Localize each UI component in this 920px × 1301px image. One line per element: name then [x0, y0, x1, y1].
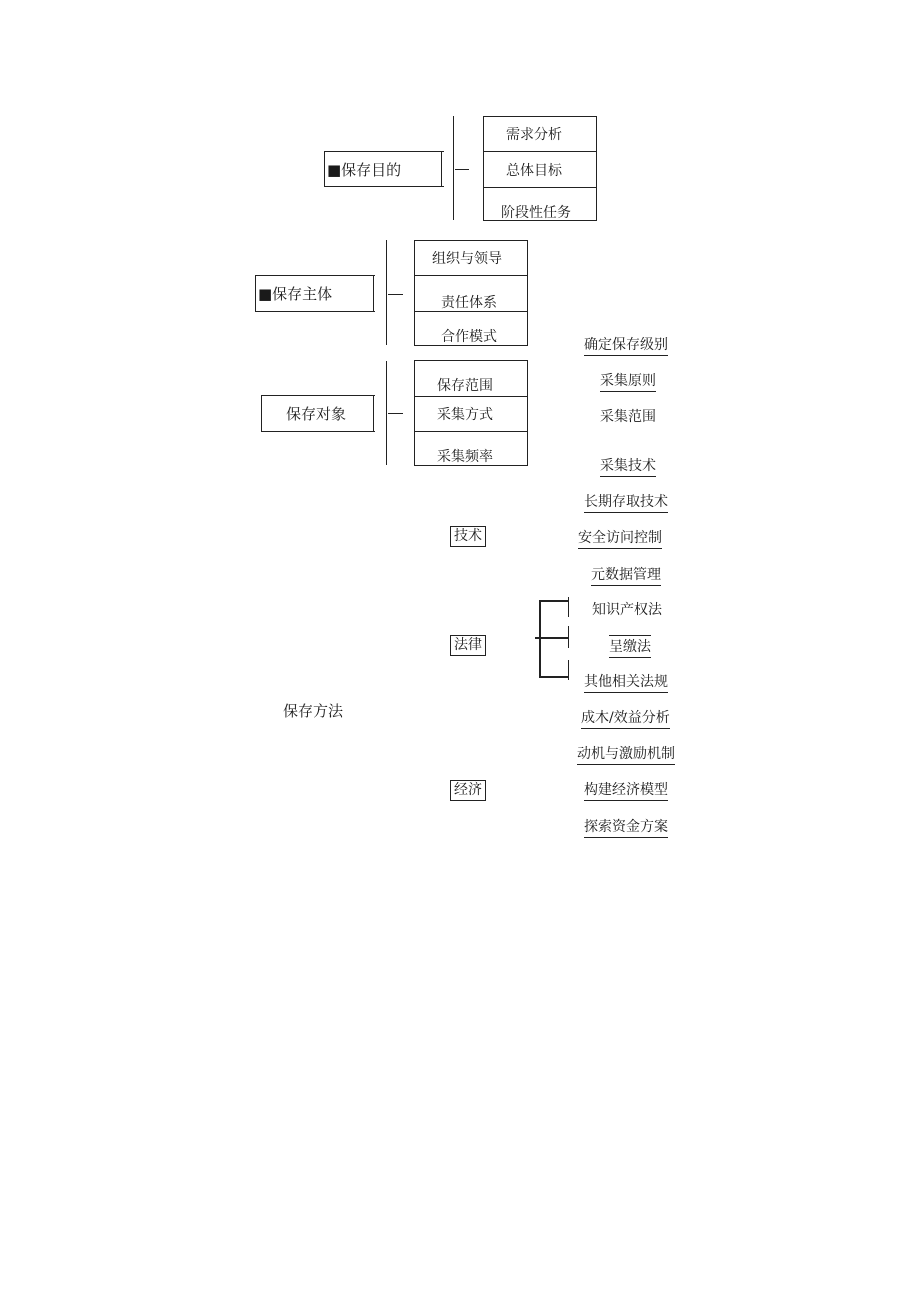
technology-item-3: 安全访问控制	[578, 527, 662, 549]
object-connector	[388, 413, 403, 414]
object-box	[261, 395, 375, 432]
law-bracket-bottom	[539, 676, 568, 678]
purpose-label: ■保存目的	[327, 160, 402, 179]
purpose-bracket	[453, 116, 454, 220]
law-item-2: 呈缴法	[609, 635, 651, 658]
purpose-item-1: 需求分析	[506, 127, 562, 143]
subject-item-1: 组织与领导	[432, 251, 502, 267]
law-bracket-tick-1	[568, 597, 569, 617]
economy-item-1: 成木/效益分析	[581, 707, 670, 729]
law-item-1: 知识产权法	[592, 602, 662, 618]
subject-item-2: 责任体系	[441, 295, 497, 311]
economy-item-3: 构建经济模型	[584, 779, 668, 801]
technology-box: 技术	[450, 526, 486, 547]
subject-connector	[388, 294, 403, 295]
purpose-box-right-edge	[441, 151, 442, 187]
method-label: 保存方法	[283, 702, 344, 720]
technology-item-1: 采集技术	[600, 455, 656, 477]
law-bracket-tick-2	[568, 626, 569, 648]
object-divider-1	[414, 396, 528, 397]
object-label: 保存对象	[286, 405, 347, 423]
purpose-item-2: 总体目标	[506, 163, 562, 179]
subject-bracket	[386, 240, 387, 345]
object-detail-3: 采集范围	[600, 409, 656, 425]
subject-item-3: 合作模式	[441, 329, 497, 345]
object-box-right-edge	[373, 395, 374, 432]
subject-divider-1	[414, 275, 528, 276]
purpose-divider-1	[483, 151, 597, 152]
purpose-box	[324, 151, 444, 187]
object-bracket	[386, 361, 387, 465]
object-item-2: 采集方式	[437, 407, 493, 423]
technology-item-4: 元数据管理	[591, 564, 661, 586]
object-item-1: 保存范围	[437, 378, 493, 394]
technology-item-2: 长期存取技术	[584, 491, 668, 513]
law-bracket-mid	[535, 637, 568, 639]
economy-item-2: 动机与激励机制	[577, 743, 675, 765]
law-bracket-tick-3	[568, 660, 569, 680]
object-detail-1: 确定保存级别	[584, 334, 668, 356]
law-bracket-top	[539, 600, 568, 602]
object-divider-2	[414, 431, 528, 432]
object-item-3: 采集频率	[437, 449, 493, 465]
subject-box	[255, 275, 375, 312]
economy-item-4: 探索资金方案	[584, 816, 668, 838]
subject-label: ■保存主体	[258, 285, 333, 303]
subject-box-right-edge	[373, 275, 374, 312]
purpose-item-3: 阶段性任务	[501, 205, 571, 221]
law-box: 法律	[450, 635, 486, 656]
purpose-divider-2	[483, 187, 597, 188]
purpose-connector	[455, 169, 469, 170]
law-item-3: 其他相关法规	[584, 671, 668, 693]
economy-box: 经济	[450, 780, 486, 801]
object-detail-2: 采集原则	[600, 370, 656, 392]
